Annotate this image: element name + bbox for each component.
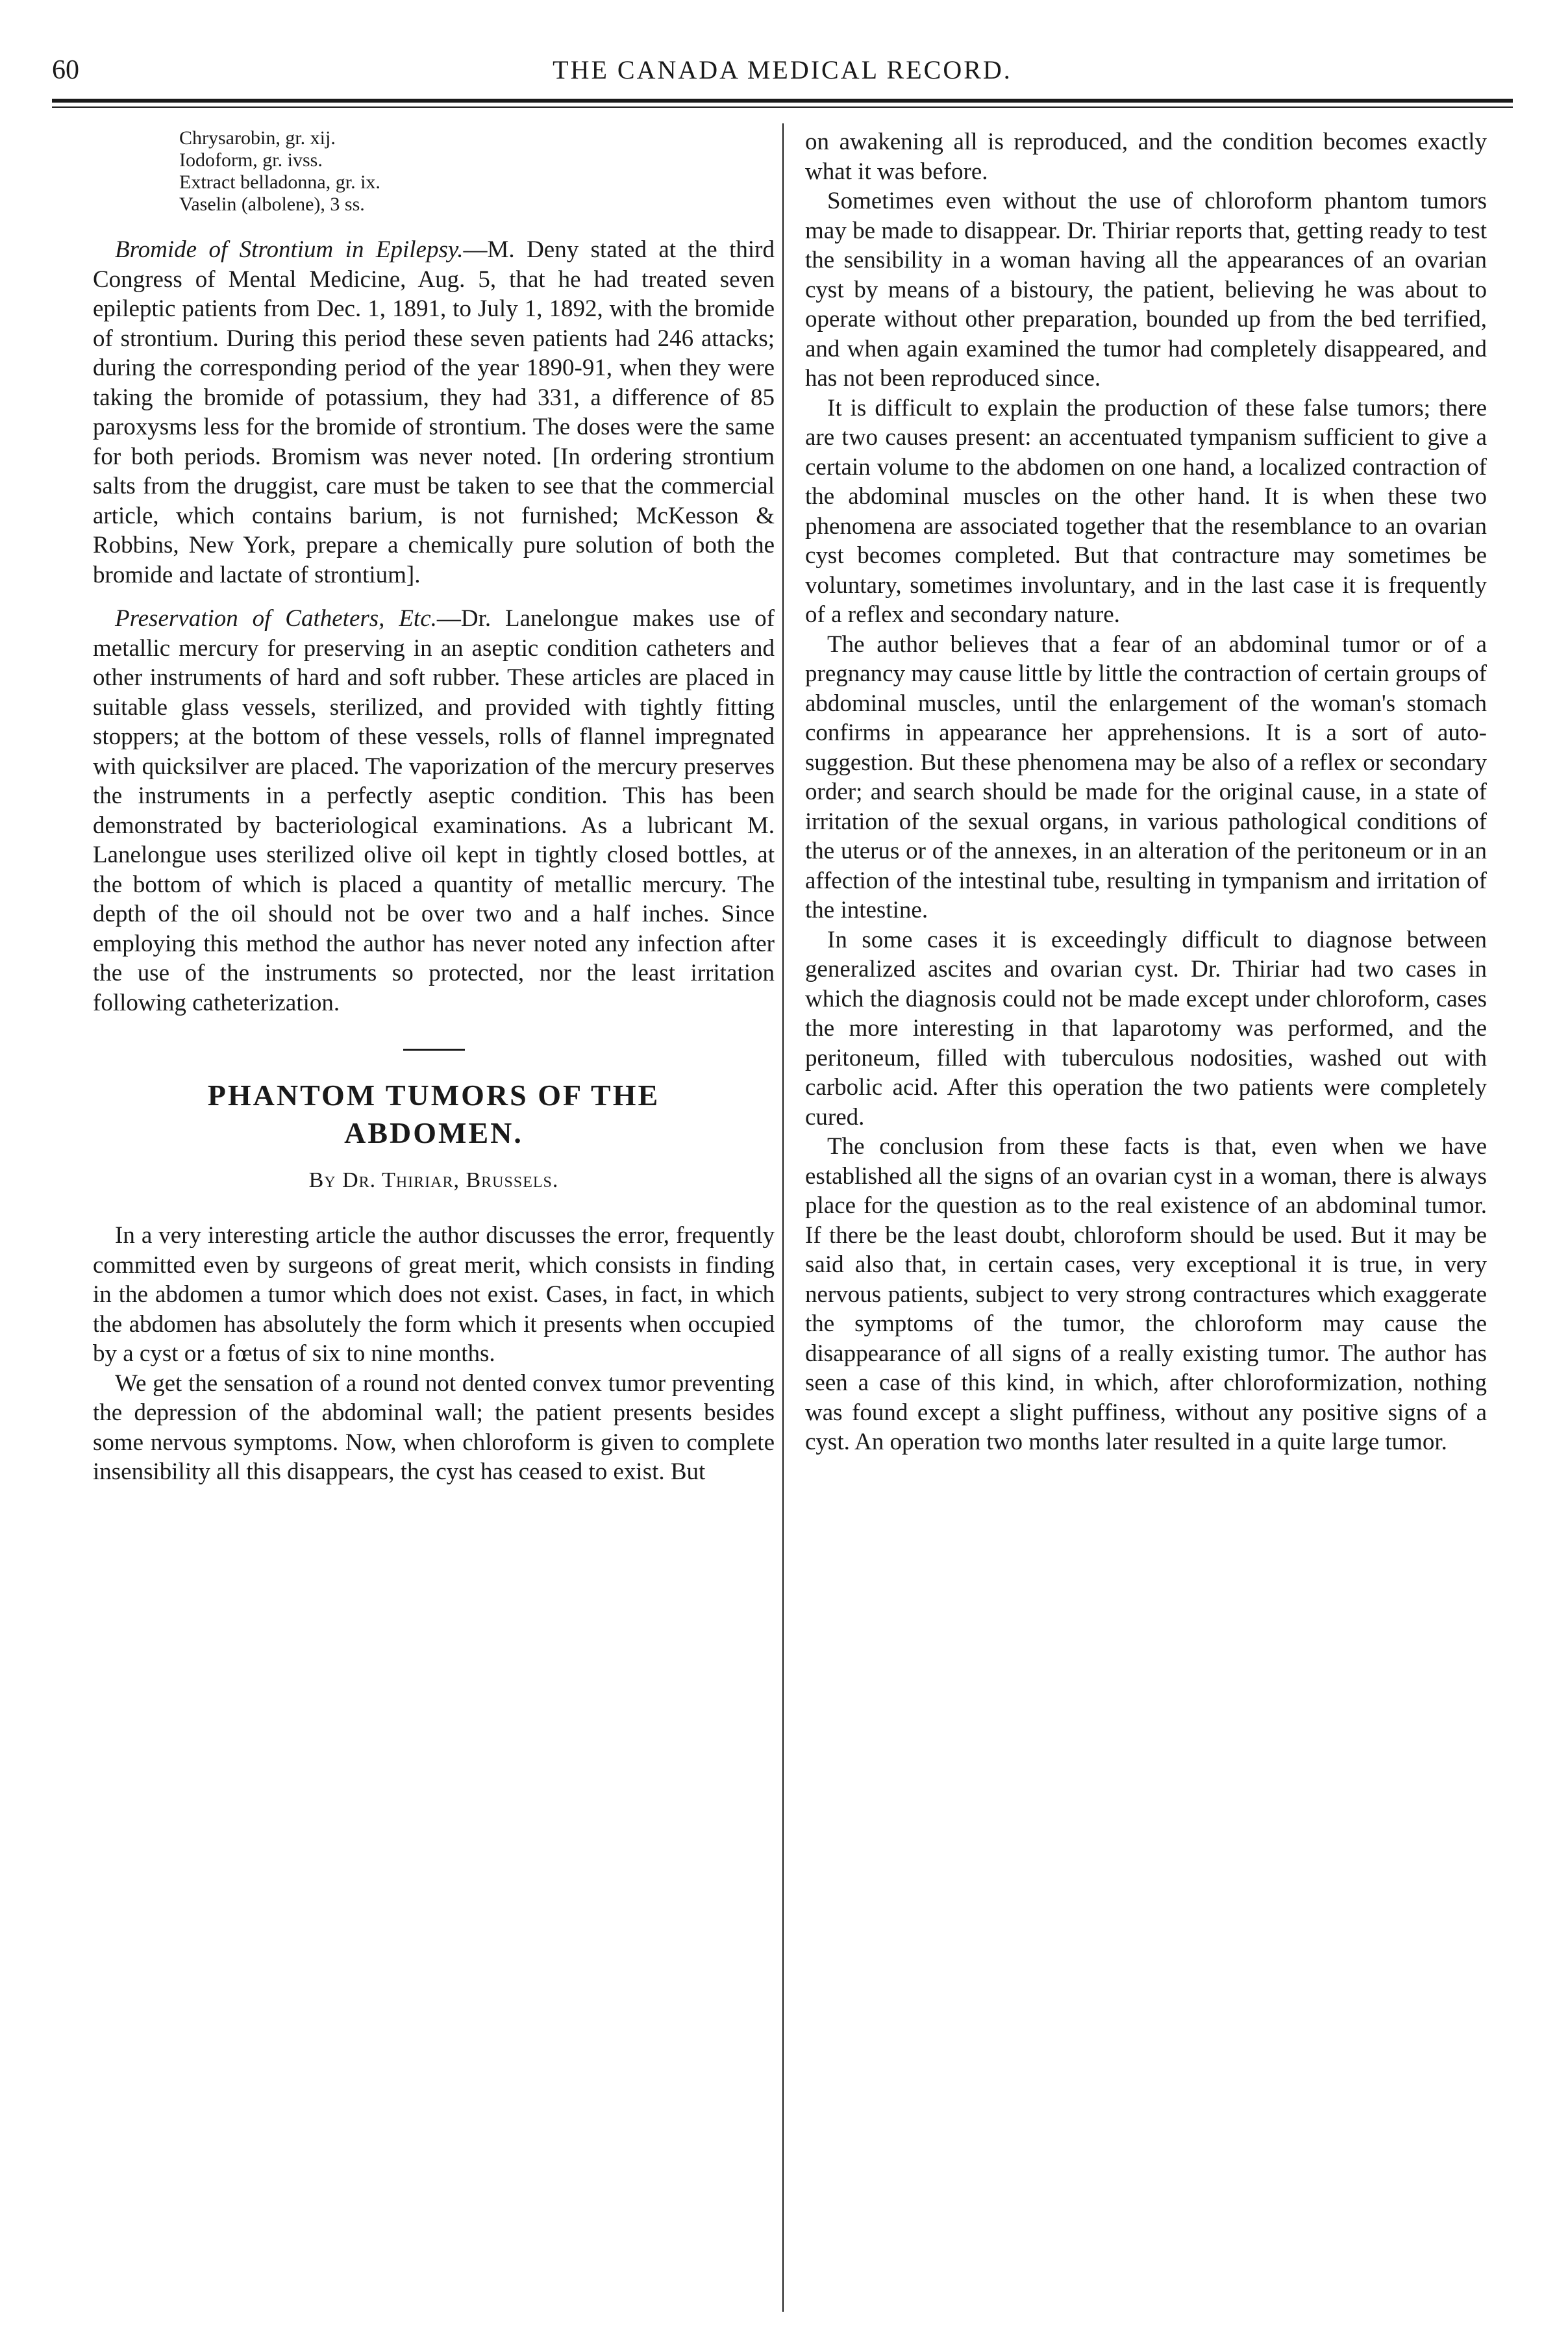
catheters-heading: Preservation of Catheters, Etc. bbox=[115, 605, 437, 632]
column-divider bbox=[782, 123, 784, 2312]
section-separator bbox=[403, 1049, 465, 1051]
prescription-list bbox=[93, 127, 775, 216]
prescription-item: Vaselin (albolene), 3 ss. bbox=[179, 194, 365, 215]
article-paragraph: In some cases it is exceedingly difficult to diagnose between generalized ascites and ovarian cyst. Dr. Thiriar had two cases in which the diagnosis could not be made except under chloroform, cases the more interesting in that laparotomy was performed, and the peritoneum, filled with tuberculous nodosities, washed out with carbolic acid. After this operation the two patients were completely cured. bbox=[805, 926, 1487, 1131]
page-number: 60 bbox=[52, 55, 79, 85]
article-paragraph: on awakening all is reproduced, and the condition becomes exactly what it was before. bbox=[805, 129, 1487, 185]
strontium-heading: Bromide of Strontium in Epilepsy. bbox=[115, 236, 464, 263]
article-paragraph: In a very interesting article the author discusses the error, frequently committed even by surgeons of great merit, which consists in finding in the abdomen a tumor which does not exist. Cases, in fact, in which the abdomen has absolutely the form which it presents when occupied by a cyst or a fœtus of six to nine months. bbox=[93, 1222, 775, 1367]
article-paragraph: Sometimes even without the use of chloroform phantom tumors may be made to disappear. Dr. Thiriar reports that, getting ready to test the sensibility in a woman having all the appearances of an ovarian cyst by means of a bistoury, the patient, believing he was about to operate without other preparation, bounded up from the bed terrified, and when again examined the tumor had completely disappeared, and has not been reproduced since. bbox=[805, 188, 1487, 392]
article-paragraph: The author believes that a fear of an abdominal tumor or of a pregnancy may cause little by little the contraction of certain groups of abdominal muscles, until the enlargement of the woman's stomach confirms in appearance her apprehensions. It is a sort of auto-suggestion. But these phenomena may be also of a reflex or secondary order; and search should be made for the original cause, in a state of irritation of the sexual organs, in various pathological conditions of the uterus or of the annexes, in an alteration of the peritoneum or in an affection of the intestinal tube, resulting in tympanism and irritation of the intestine. bbox=[805, 631, 1487, 923]
header-rule-thin bbox=[52, 106, 1513, 108]
right-column bbox=[805, 127, 1487, 1457]
prescription-item: Iodoform, gr. ivss. bbox=[179, 149, 323, 171]
left-column bbox=[93, 127, 775, 1487]
article-paragraph: It is difficult to explain the production of these false tumors; there are two causes present: an accentuated tympanism sufficient to give a certain volume to the abdomen on one hand, a localized contraction of the abdominal muscles on the other hand. It is when these two phenomena are associated together that the resemblance to an ovarian cyst becomes completed. But that contracture may sometimes be voluntary, sometimes involuntary, and in the last case it is frequently of a reflex and secondary nature. bbox=[805, 394, 1487, 628]
article-title-line: ABDOMEN. bbox=[344, 1116, 523, 1149]
article-title-line: PHANTOM TUMORS OF THE bbox=[207, 1079, 660, 1112]
strontium-paragraph bbox=[93, 235, 775, 590]
catheters-paragraph bbox=[93, 604, 775, 1018]
article-title bbox=[93, 1077, 775, 1152]
journal-title: THE CANADA MEDICAL RECORD. bbox=[553, 55, 1012, 84]
catheters-body: —Dr. Lanelongue makes use of metallic mercury for preserving in an aseptic condition catheters and other instruments of hard and soft rubber. These articles are placed in suitable glass vessels, sterilized, and provided with tightly fitting stoppers; at the bottom of these vessels, rolls of flannel impregnated with quicksilver are placed. The vaporization of the mercury preserves the instruments in a perfectly aseptic condition. This has been demonstrated by bacteriological examinations. As a lubricant M. Lanelongue uses sterilized olive oil kept in tightly closed bottles, at the bottom of which is placed a quantity of metallic mercury. The depth of the oil should not be over two and a half inches. Since employing this method the author has never noted any infection after the use of the instruments so protected, nor the least irritation following catheterization. bbox=[93, 605, 775, 1016]
page-header bbox=[52, 51, 1513, 90]
prescription-item: Chrysarobin, gr. xij. bbox=[179, 127, 336, 149]
article-paragraph: We get the sensation of a round not dented convex tumor preventing the depression of the abdominal wall; the patient presents besides some nervous symptoms. Now, when chloroform is given to complete insensibility all this disappears, the cyst has ceased to exist. But bbox=[93, 1370, 775, 1485]
prescription-item: Extract belladonna, gr. ix. bbox=[179, 171, 380, 193]
article-byline: By Dr. Thiriar, Brussels. bbox=[308, 1168, 559, 1192]
strontium-body: —M. Deny stated at the third Congress of Mental Medicine, Aug. 5, that he had treated seven epileptic patients from Dec. 1, 1891, to July 1, 1892, with the bromide of strontium. During this period these seven patients had 246 attacks; during the corresponding period of the year 1890-91, when they were taking the bromide of potassium, they had 331, a difference of 85 paroxysms less for the bromide of strontium. The doses were the same for both periods. Bromism was never noted. [In ordering strontium salts from the druggist, care must be taken to see that the commercial article, which contains barium, is not furnished; McKesson & Robbins, New York, prepare a chemically pure solution of both the bromide and lactate of strontium]. bbox=[93, 236, 775, 588]
article-paragraph: The conclusion from these facts is that, even when we have established all the signs of an ovarian cyst in a woman, there is always place for the question as to the real existence of an abdominal tumor. If there be the least doubt, chloroform should be used. But it may be said also that, in certain cases, very exceptional it is true, in very nervous patients, subject to very strong contractures which exaggerate the symptoms of the tumor, the chloroform may cause the disappearance of all signs of a really existing tumor. The author has seen a case of this kind, in which, after chloroformization, nothing was found except a slight puffiness, without any positive signs of a cyst. An operation two months later resulted in a quite large tumor. bbox=[805, 1133, 1487, 1455]
header-rule bbox=[52, 99, 1513, 103]
